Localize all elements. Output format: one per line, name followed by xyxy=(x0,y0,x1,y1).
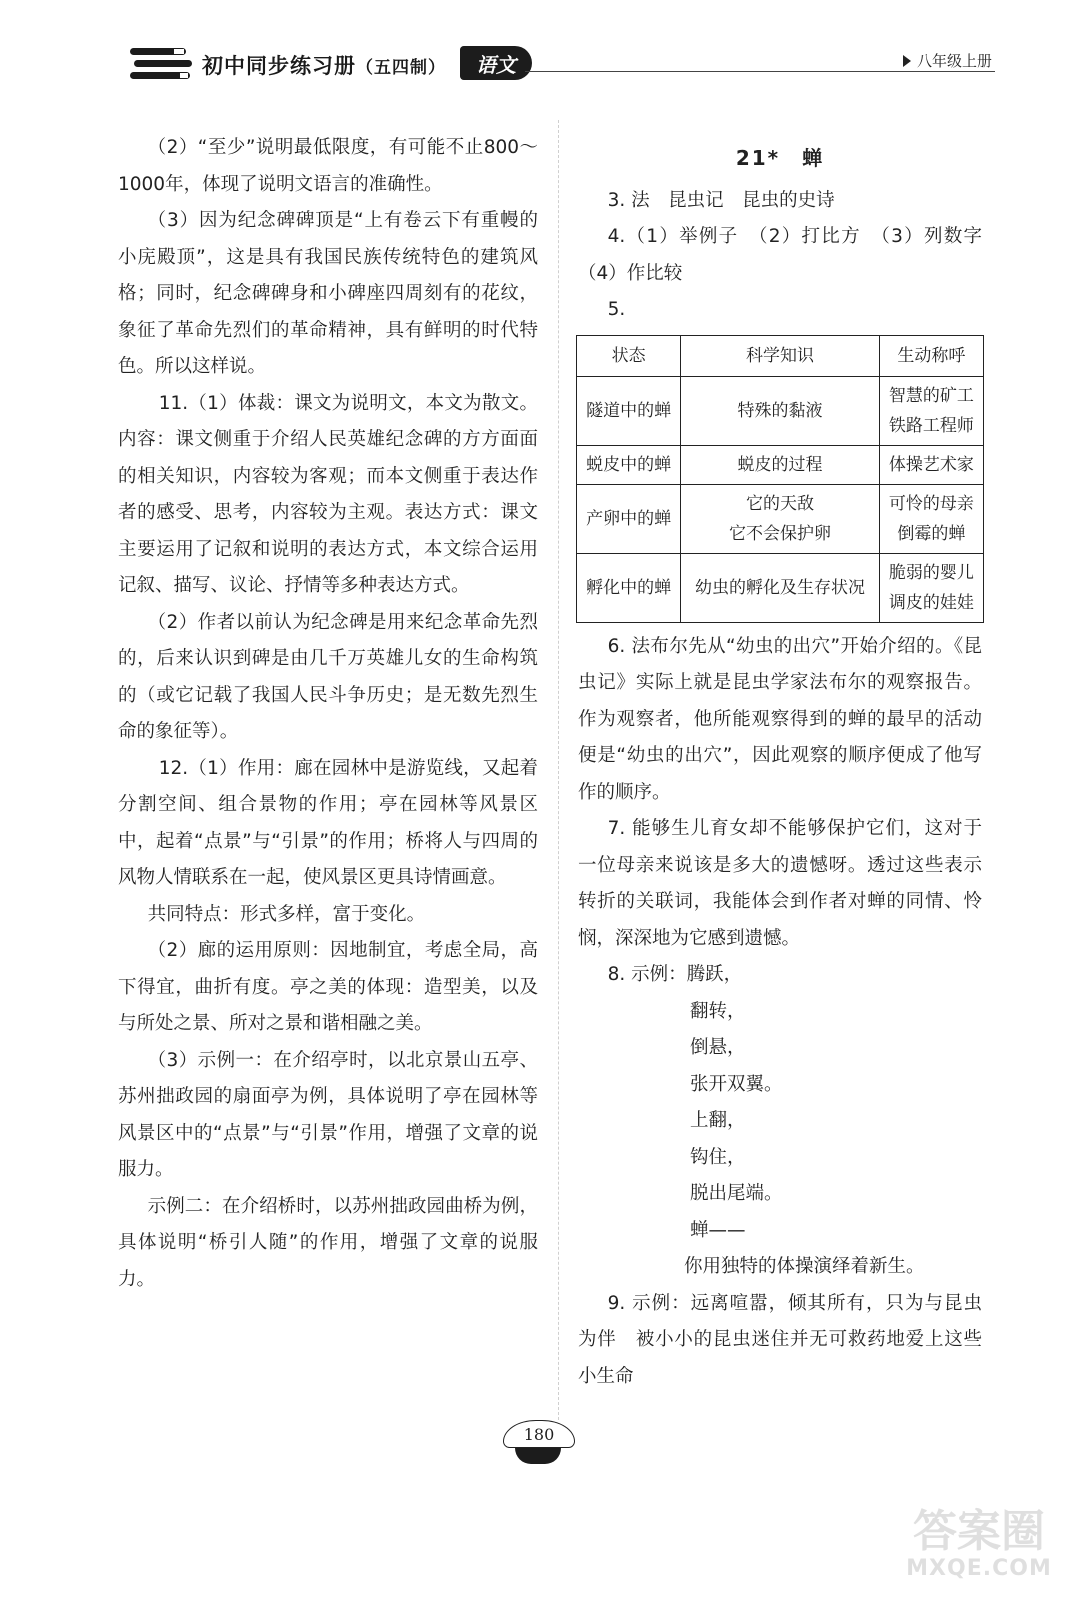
table-header-cell: 生动称呼 xyxy=(879,335,983,376)
table-cell: 幼虫的孵化及生存状况 xyxy=(681,553,880,622)
table-cell: 智慧的矿工 铁路工程师 xyxy=(879,376,983,445)
page-number-text: 180 xyxy=(503,1420,575,1448)
poem-line: 张开双翼。 xyxy=(690,1073,783,1095)
table-header-cell: 状态 xyxy=(577,335,681,376)
table-cell: 产卵中的蝉 xyxy=(577,484,681,553)
page-number-base xyxy=(515,1448,561,1464)
answer-paragraph: （3）因为纪念碑碑顶是“上有卷云下有重幔的小庑殿顶”，这是具有我国民族传统特色的建筑风格；同时，纪念碑碑身和小碑座四周刻有的花纹，象征了革命先烈们的革命精神，具有鲜明的时代特色。所以这样说。 xyxy=(118,210,538,377)
answer-q9: 9. 示例：远离喧嚣，倾其所有，只为与昆虫为伴 被小小的昆虫迷住并无可救药地爱上这些小生命 xyxy=(578,1292,982,1387)
answer-q3: 3. 法 昆虫记 昆虫的史诗 xyxy=(607,189,835,211)
answer-q6: 6. 法布尔先从“幼虫的出穴”开始介绍的。《昆虫记》实际上就是昆虫学家法布尔的观察报告。作为观察者，他所能观察得到的蝉的最早的活动便是“幼虫的出穴”，因此观察的顺序便成了他写作的顺序。 xyxy=(578,635,982,803)
answer-q4: 4.（1）举例子 （2）打比方 （3）列数字 （4）作比较 xyxy=(578,226,1001,284)
poem-line: 蝉—— xyxy=(690,1219,746,1241)
table-cell: 体操艺术家 xyxy=(879,445,983,484)
column-divider xyxy=(558,120,559,1420)
watermark-logo: 答案圈 xyxy=(913,1506,1045,1557)
table-header-row xyxy=(577,335,984,376)
table-cell: 蜕皮中的蝉 xyxy=(577,445,681,484)
answer-table xyxy=(576,335,984,623)
poem-line: 倒悬， xyxy=(690,1037,746,1058)
table-cell: 特殊的黏液 xyxy=(681,376,880,445)
answer-paragraph: 12.（1）作用：廊在园林中是游览线，又起着分割空间、组合景物的作用；亭在园林等风景区中，起着“点景”与“引景”的作用；桥将人与四周的风物人情联系在一起，使风景区更具诗情画意。 xyxy=(118,757,538,888)
table-header-cell: 科学知识 xyxy=(681,335,880,376)
grade-label xyxy=(903,50,992,71)
section-title: 21* 蝉 xyxy=(735,146,825,170)
page-header xyxy=(130,40,992,90)
answer-paragraph: （2）作者以前认为纪念碑是用来纪念革命先烈的，后来认识到碑是由几千万英雄儿女的生命构筑的（或它记载了我国人民斗争历史；是无数先烈生命的象征等）。 xyxy=(118,611,538,742)
answer-paragraph: （2）“至少”说明最低限度，有可能不止800～1000年，体现了说明文语言的准确性。 xyxy=(118,137,538,195)
poem-line: 钩住， xyxy=(690,1146,746,1168)
table-row xyxy=(577,445,984,484)
book-edition: （五四制） xyxy=(356,58,446,78)
page-number xyxy=(497,1420,579,1468)
answer-q7: 7. 能够生儿育女却不能够保护它们，这对于一位母亲来说该是多大的遗憾呀。透过这些表示转折的关联词，我能体会到作者对蝉的同情、怜悯，深深地为它感到遗憾。 xyxy=(578,818,982,949)
poem-line: 翻转， xyxy=(690,1000,746,1022)
table-cell: 可怜的母亲 倒霉的蝉 xyxy=(879,484,983,553)
watermark xyxy=(884,1508,1074,1588)
right-column xyxy=(578,130,1001,1395)
poem-line: 上翻， xyxy=(690,1110,746,1131)
header-rule xyxy=(525,71,995,72)
table-row xyxy=(577,376,984,445)
answer-paragraph: 共同特点：形式多样，富于变化。 xyxy=(147,903,426,925)
answer-q5: 5. xyxy=(607,299,626,320)
watermark-site: MXQE.COM xyxy=(906,1556,1052,1581)
book-stack-icon xyxy=(130,46,194,82)
left-column xyxy=(118,130,538,1298)
table-cell: 脆弱的婴儿 调皮的娃娃 xyxy=(879,553,983,622)
table-cell: 它的天敌 它不会保护卵 xyxy=(681,484,880,553)
poem-line: 你用独特的体操演绎着新生。 xyxy=(684,1256,925,1277)
subject-badge: 语文 xyxy=(460,46,532,80)
answer-q8: 8. 示例：腾跃， xyxy=(607,964,743,985)
table-row xyxy=(577,553,984,622)
book-title xyxy=(202,50,446,80)
answer-paragraph: 示例二：在介绍桥时，以苏州拙政园曲桥为例，具体说明“桥引人随”的作用，增强了文章的说服力。 xyxy=(118,1195,538,1290)
table-cell: 蜕皮的过程 xyxy=(681,445,880,484)
book-title-main: 初中同步练习册 xyxy=(202,53,356,78)
table-cell: 隧道中的蝉 xyxy=(577,376,681,445)
table-cell: 孵化中的蝉 xyxy=(577,553,681,622)
example-poem xyxy=(578,994,982,1286)
answer-paragraph: （2）廊的运用原则：因地制宜，考虑全局，高下得宜，曲折有度。亭之美的体现：造型美，以及与所处之景、所对之景和谐相融之美。 xyxy=(118,940,538,1034)
triangle-right-icon xyxy=(903,55,911,67)
grade-text: 八年级上册 xyxy=(916,52,992,70)
answer-paragraph: 11.（1）体裁：课文为说明文，本文为散文。内容：课文侧重于介绍人民英雄纪念碑的方方面面的相关知识，内容较为客观；而本文侧重于表达作者的感受、思考，内容较为主观。表达方式：课文主要运用了记叙和说明的表达方式，本文综合运用记叙、描写、议论、抒情等多种表达方式。 xyxy=(118,392,538,596)
poem-line: 脱出尾端。 xyxy=(690,1183,783,1204)
answer-paragraph: （3）示例一：在介绍亭时，以北京景山五亭、苏州拙政园的扇面亭为例，具体说明了亭在园林等风景区中的“点景”与“引景”作用，增强了文章的说服力。 xyxy=(118,1049,538,1180)
table-row xyxy=(577,484,984,553)
